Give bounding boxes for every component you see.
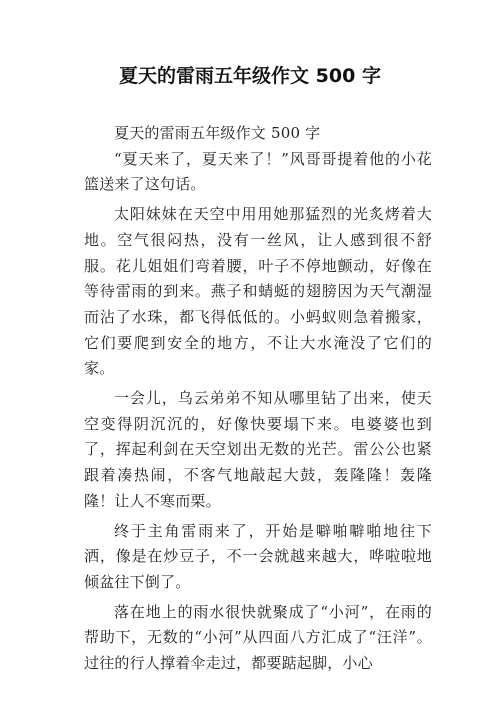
page-title: 夏天的雷雨五年级作文 500 字 xyxy=(119,65,381,87)
essay-body xyxy=(84,121,432,677)
paragraph-3: 一会儿，乌云弟弟不知从哪里钻了出来，使天空变得阴沉沉的，好像快要塌下来。电婆婆也到了，挥起利剑在天空划出无数的光芒。雷公公也紧跟着凑热闹，不客气地敲起大鼓，轰隆隆！轰隆隆！让人不寒而栗。 xyxy=(84,389,432,510)
paragraph-2: 太阳妹妹在天空中用用她那猛烈的光炙烤着大地。空气很闷热，没有一丝风，让人感到很不舒服。花儿姐姐们弯着腰，叶子不停地颤动，好像在等待雷雨的到来。燕子和蜻蜓的翅膀因为天气潮湿而沾了水珠，都飞得低低的。小蚂蚁则急着搬家，它们要爬到安全的地方，不让大水淹没了它们的家。 xyxy=(84,205,432,378)
paragraph-4: 终于主角雷雨来了，开始是噼啪噼啪地往下洒，像是在炒豆子，不一会就越来越大，哗啦啦地倾盆往下倒了。 xyxy=(84,521,432,591)
essay-subtitle: 夏天的雷雨五年级作文 500 字 xyxy=(114,124,321,142)
paragraph-5: 落在地上的雨水很快就聚成了“小河”，在雨的帮助下，无数的“小河”从四面八方汇成了“汪洋”。过往的行人撑着伞走过，都要踮起脚，小心 xyxy=(84,602,432,673)
paragraph-1: “夏天来了，夏天来了！”风哥哥提着他的小花篮送来了这句话。 xyxy=(84,149,432,194)
